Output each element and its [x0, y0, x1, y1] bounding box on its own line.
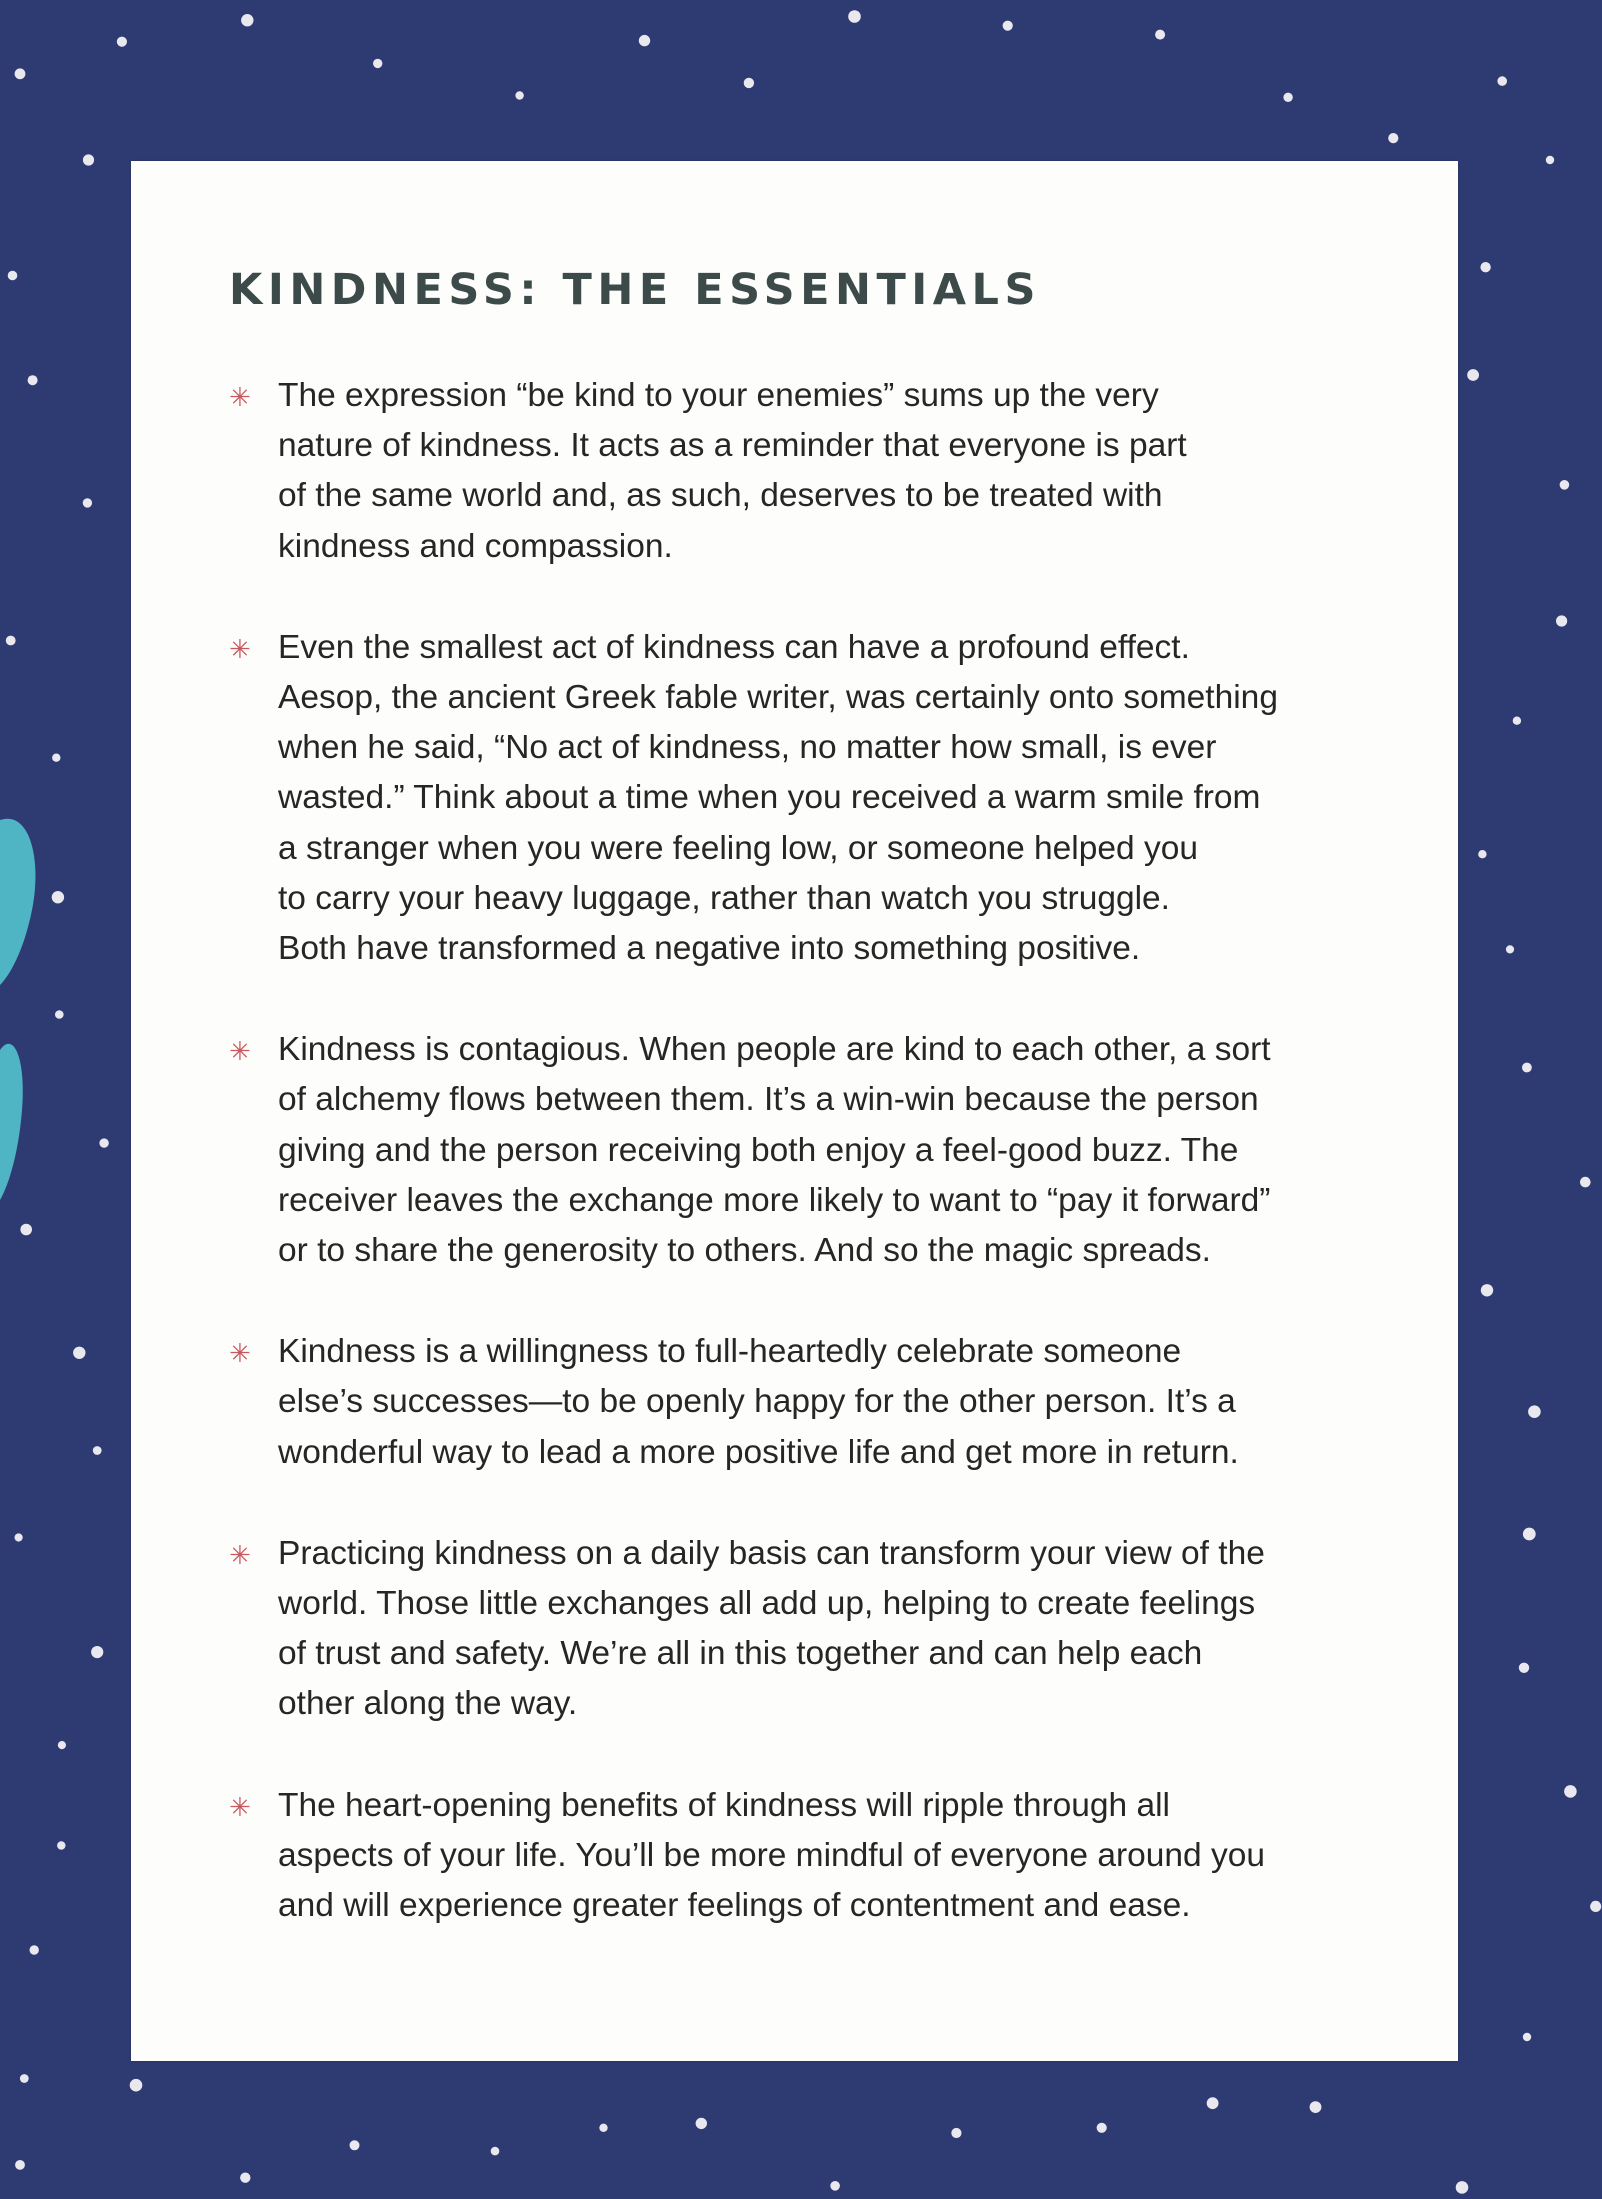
text-line: Kindness is contagious. When people are kind to each other, a sort	[278, 1031, 1271, 1069]
asterisk-icon: ✳	[229, 383, 251, 413]
text-line: The heart-opening benefits of kindness will ripple through all	[278, 1786, 1171, 1824]
text-line: wasted.” Think about a time when you received a warm smile from	[278, 779, 1261, 817]
text-line: Even the smallest act of kindness can have a profound effect.	[278, 628, 1190, 666]
text-line: kindness and compassion.	[278, 527, 673, 565]
text-line: wonderful way to lead a more positive life and get more in return.	[278, 1433, 1239, 1471]
text-line: and will experience greater feelings of contentment and ease.	[278, 1887, 1191, 1925]
text-line: or to share the generosity to others. And so the magic spreads.	[278, 1232, 1211, 1270]
list-item	[229, 1327, 1429, 1478]
teal-leaf-shape	[0, 819, 35, 985]
bullet-text	[278, 1025, 1429, 1276]
list-item	[229, 1781, 1429, 1932]
text-line: Both have transformed a negative into something positive.	[278, 930, 1141, 968]
page-title: KINDNESS: THE ESSENTIALS	[229, 265, 1041, 315]
text-line: world. Those little exchanges all add up, helping to create feelings	[278, 1585, 1256, 1623]
bullet-text	[278, 623, 1429, 974]
text-line: when he said, “No act of kindness, no matter how small, is ever	[278, 729, 1217, 767]
essentials-list	[229, 371, 1429, 1982]
text-line: aspects of your life. You’ll be more mindful of everyone around you	[278, 1836, 1265, 1874]
text-line: else’s successes—to be openly happy for the other person. It’s a	[278, 1383, 1236, 1421]
text-line: of trust and safety. We’re all in this together and can help each	[278, 1635, 1203, 1673]
text-line: a stranger when you were feeling low, or someone helped you	[278, 829, 1198, 867]
text-line: giving and the person receiving both enjoy a feel-good buzz. The	[278, 1131, 1239, 1169]
text-line: The expression “be kind to your enemies” sums up the very	[278, 377, 1159, 414]
text-line: nature of kindness. It acts as a reminder that everyone is part	[278, 427, 1187, 465]
text-line: other along the way.	[278, 1685, 578, 1723]
teal-leaf-shape	[0, 1044, 23, 1200]
asterisk-icon: ✳	[229, 1037, 251, 1068]
bullet-text	[278, 1327, 1429, 1478]
bullet-text	[278, 371, 1429, 572]
text-line: to carry your heavy luggage, rather than watch you struggle.	[278, 879, 1170, 917]
asterisk-icon: ✳	[229, 1339, 251, 1370]
text-line: Practicing kindness on a daily basis can transform your view of the	[278, 1534, 1265, 1572]
text-line: of the same world and, as such, deserves to be treated with	[278, 477, 1163, 515]
list-item	[229, 1025, 1429, 1276]
asterisk-icon: ✳	[229, 634, 251, 665]
text-line: of alchemy flows between them. It’s a win-win because the person	[278, 1081, 1259, 1119]
bullet-text	[278, 1781, 1429, 1932]
text-line: Kindness is a willingness to full-heartedly celebrate someone	[278, 1333, 1182, 1371]
text-line: receiver leaves the exchange more likely to want to “pay it forward”	[278, 1181, 1271, 1219]
list-item	[229, 623, 1429, 974]
text-line: Aesop, the ancient Greek fable writer, was certainly onto something	[278, 679, 1278, 717]
bullet-text	[278, 1529, 1429, 1730]
asterisk-icon: ✳	[229, 1540, 251, 1571]
list-item	[229, 1529, 1429, 1730]
list-item	[229, 371, 1429, 572]
content-card	[131, 161, 1458, 2061]
asterisk-icon: ✳	[229, 1792, 251, 1823]
